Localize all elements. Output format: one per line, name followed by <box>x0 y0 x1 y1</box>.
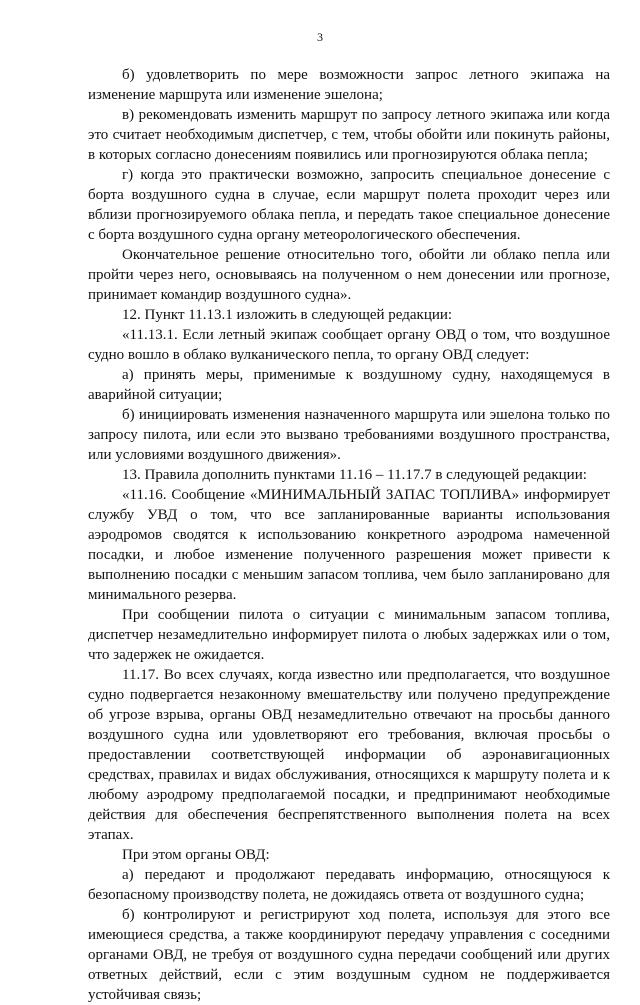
page-number: 3 <box>317 30 323 44</box>
paragraph-clause-item-b: б) инициировать изменения назначенного маршрута или эшелона только по запросу пилота, или если это вызвано требованиями воздушного пространства, или условиями воздушного движения». <box>88 407 610 463</box>
paragraph-clause-11-13-1: «11.13.1. Если летный экипаж сообщает органу ОВД о том, что воздушное судно вошло в облако вулканического пепла, то органу ОВД следует: <box>88 327 610 363</box>
paragraph-atc-item-b: б) контролируют и регистрируют ход полета, используя для этого все имеющиеся средства, а также координируют передачу управления с соседними органами ОВД, не требуя от воздушного судна передачи сообщений или других ответных действий, если с этим воздушным судном не поддерживается устойчивая связь; <box>88 907 610 1003</box>
paragraph-item-b: б) удовлетворить по мере возможности запрос летного экипажа на изменение маршрута или изменение эшелона; <box>88 67 610 103</box>
paragraph-item-v: в) рекомендовать изменить маршрут по запросу летного экипажа или когда это считает необходимым диспетчер, с тем, чтобы обойти или покинуть районы, в которых согласно донесениям появились или прогнозируются облака пепла; <box>88 107 610 163</box>
paragraph-final-decision: Окончательное решение относительно того, обойти ли облако пепла или пройти через него, основываясь на полученном о нем донесении или прогнозе, принимает командир воздушного судна». <box>88 247 610 303</box>
paragraph-clause-11-16: «11.16. Сообщение «МИНИМАЛЬНЫЙ ЗАПАС ТОПЛИВА» информирует службу УВД о том, что все запланированные варианты использования аэродромов сводятся к использованию конкретного аэродрома намеченной посадки, и любое изменение полученного разрешения может привести к выполнению посадки с меньшим запасом топлива, чем было запланировано для минимального резерва. <box>88 487 610 603</box>
paragraph-clause-11-17: 11.17. Во всех случаях, когда известно или предполагается, что воздушное судно подвергается незаконному вмешательству или получено предупреждение об угрозе взрыва, органы ОВД незамедлительно отвечают на просьбы данного воздушного судна или удовлетворяют его требования, включая просьбы о предоставлении соответствующей информации об аэронавигационных средствах, правилах и видах обслуживания, относящихся к маршруту полета и к любому аэродрому предполагаемой посадки, и предпринимают необходимые действия для обеспечения беспрепятственного выполнения полета на всех этапах. <box>88 667 610 843</box>
paragraph-amendment-13: 13. Правила дополнить пунктами 11.16 – 11.17.7 в следующей редакции: <box>122 467 587 483</box>
paragraph-item-g: г) когда это практически возможно, запросить специальное донесение с борта воздушного судна в случае, если маршрут полета проходит через или вблизи прогнозируемого облака пепла, и передать такое специальное донесение с борта воздушного судна органу метеорологического обеспечения. <box>88 167 610 243</box>
paragraph-atc-units: При этом органы ОВД: <box>122 847 270 863</box>
paragraph-atc-item-a: а) передают и продолжают передавать информацию, относящуюся к безопасному производству полета, не дожидаясь ответа от воздушного судна; <box>88 867 610 903</box>
document-body <box>88 65 610 1005</box>
paragraph-min-fuel-report: При сообщении пилота о ситуации с минимальным запасом топлива, диспетчер незамедлительно информирует пилота о любых задержках или о том, что задержек не ожидается. <box>88 607 610 663</box>
paragraph-clause-item-a: а) принять меры, применимые к воздушному судну, находящемуся в аварийной ситуации; <box>88 367 610 403</box>
paragraph-amendment-12: 12. Пункт 11.13.1 изложить в следующей редакции: <box>122 307 453 323</box>
